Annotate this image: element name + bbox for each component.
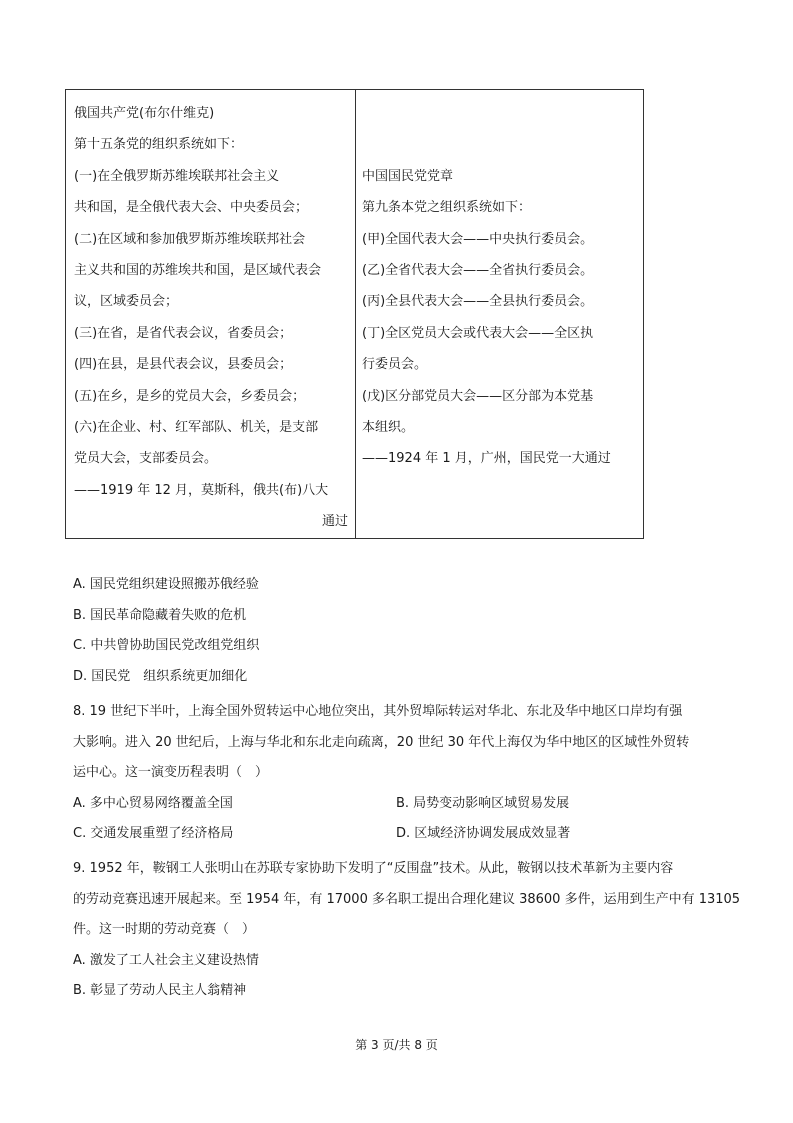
q9-option-b[interactable]: B. 彰显了劳动人民主人翁精神 [73, 983, 247, 998]
q9-stem-line: 件。这一时期的劳动竞赛（ ） [73, 922, 256, 937]
q8-option-a[interactable]: A. 多中心贸易网络覆盖全国 [73, 795, 233, 811]
right-line: 第九条本党之组织系统如下： [362, 200, 532, 216]
left-line: 俄国共产党(布尔什维克) [74, 106, 215, 121]
left-line: 第十五条党的组织系统如下： [74, 137, 244, 153]
q7-option-c[interactable]: C. 中共曾协助国民党改组党组织 [73, 638, 260, 653]
q9-stem-line: 9. 1952 年，鞍钢工人张明山在苏联专家协助下发明了“反围盘”技术。从此，鞍钢以技术革新为主要内容 [73, 861, 674, 876]
left-line: 主义共和国的苏维埃共和国，是区域代表会 [74, 263, 322, 279]
left-line: (六)在企业、村、红军部队、机关，是支部 [74, 420, 319, 436]
left-line: (四)在县，是县代表会议，县委员会； [74, 357, 293, 373]
q8-stem-line: 8. 19 世纪下半叶，上海全国外贸转运中心地位突出，其外贸埠际转运对华北、东北及华中地区口岸均有强 [73, 704, 683, 719]
q8-option-b[interactable]: B. 局势变动影响区域贸易发展 [396, 795, 570, 811]
right-line: 行委员会。 [362, 357, 428, 373]
right-line: (丁)全区党员大会或代表大会——全区执 [362, 325, 594, 341]
comparison-table [65, 89, 644, 539]
left-line: 党员大会，支部委员会。 [74, 451, 218, 467]
right-line: 中国国民党党章 [362, 168, 454, 184]
left-line: (三)在省，是省代表会议，省委员会； [74, 325, 293, 341]
q7-option-b[interactable]: B. 国民革命隐藏着失败的危机 [73, 607, 247, 623]
q8-options-row [73, 819, 733, 850]
right-line: 本组织。 [362, 420, 415, 436]
left-line: (一)在全俄罗斯苏维埃联邦社会主义 [74, 168, 280, 184]
page-footer: 第 3 页/共 8 页 [355, 1038, 438, 1052]
q7-options [73, 570, 733, 692]
q9-option-a[interactable]: A. 激发了工人社会主义建设热情 [73, 952, 259, 968]
q8-options-row [73, 789, 733, 820]
left-line: 议，区域委员会； [74, 294, 179, 310]
right-line: (丙)全县代表大会——全县执行委员会。 [362, 294, 594, 310]
question-9 [73, 854, 741, 1007]
q8-option-d[interactable]: D. 区域经济协调发展成效显著 [396, 826, 571, 841]
right-line: (乙)全省代表大会——全省执行委员会。 [362, 263, 594, 279]
q8-stem-line: 大影响。进入 20 世纪后，上海与华北和东北走向疏离，20 世纪 30 年代上海仅为华中地区的区域性外贸转 [73, 734, 690, 750]
q8-option-c[interactable]: C. 交通发展重塑了经济格局 [73, 826, 234, 841]
q7-option-d[interactable]: D. 国民党 组织系统更加细化 [73, 668, 248, 684]
q9-stem-line: 的劳动竞赛迅速开展起来。至 1954 年，有 17000 多名职工提出合理化建议 38600 多件，运用到生产中有 13105 [73, 891, 741, 907]
q8-stem-line: 运中心。这一演变历程表明（ ） [73, 765, 269, 780]
q7-option-a[interactable]: A. 国民党组织建设照搬苏俄经验 [73, 577, 259, 592]
left-line: 共和国，是全俄代表大会、中央委员会； [74, 200, 309, 216]
left-line: ——1919 年 12 月，莫斯科，俄共(布)八大 [74, 482, 329, 498]
question-8 [73, 697, 733, 850]
left-line: (二)在区域和参加俄罗斯苏维埃联邦社会 [74, 231, 306, 247]
right-line: (戊)区分部党员大会——区分部为本党基 [362, 388, 594, 404]
russian-party-cell [66, 90, 356, 539]
right-line: ——1924 年 1 月，广州，国民党一大通过 [362, 451, 611, 467]
kmt-charter-cell [356, 90, 644, 539]
right-line: (甲)全国代表大会——中央执行委员会。 [362, 231, 594, 247]
left-source-end: 通过 [321, 514, 348, 530]
left-line: (五)在乡，是乡的党员大会，乡委员会； [74, 388, 306, 404]
